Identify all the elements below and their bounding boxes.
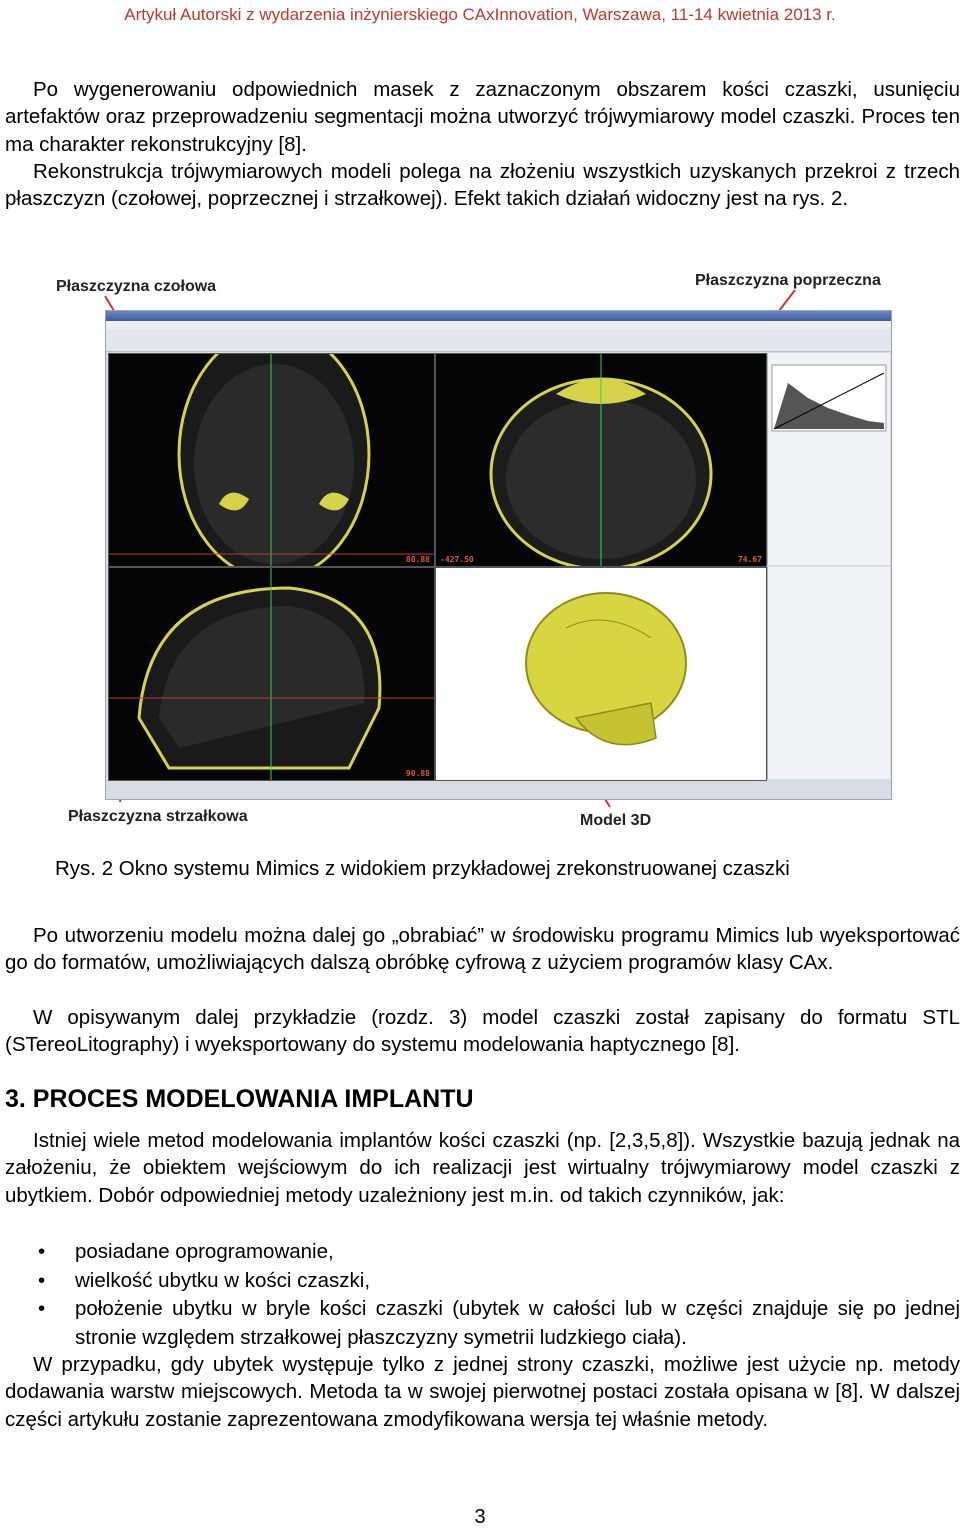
- sagittal-view[interactable]: [108, 567, 435, 781]
- bullet-icon: •: [38, 1297, 46, 1320]
- objects-panel: [767, 567, 890, 779]
- paragraph-export: Po utworzeniu modelu można dalej go „obrabiać” w środowisku programu Mimics lub wyeksportować go do formatów, umożliwiających dalszą obróbkę cyfrową z użyciem programów klasy CAx.: [5, 924, 960, 975]
- paragraph-local-layers: W przypadku, gdy ubytek występuje tylko z jednej strony czaszki, możliwe jest użycie np. metody dodawania warstw miejscowych. Metoda ta w swojej pierwotnej postaci została opisana w [8]. W dalszej części artykułu zostanie zaprezentowana zmodyfikowana wersja tej właśnie metody.: [5, 1353, 960, 1431]
- list-item: • wielkość ubytku w kości czaszki,: [5, 1267, 960, 1296]
- label-frontal-plane: Płaszczyzna czołowa: [56, 278, 217, 295]
- paragraph-stl: W opisywanym dalej przykładzie (rozdz. 3) model czaszki został zapisany do formatu STL (STereoLitography) i wyeksportowany do systemu modelowania haptycznego [8].: [5, 1006, 960, 1057]
- model-3d-view[interactable]: [435, 567, 767, 781]
- frontal-coordinate: 80.88: [405, 555, 430, 564]
- section-heading: 3. PROCES MODELOWANIA IMPLANTU: [5, 1085, 474, 1113]
- sagittal-coordinate: 90.88: [405, 769, 430, 778]
- label-sagittal-plane: Płaszczyzna strzałkowa: [68, 808, 248, 825]
- figure-caption: Rys. 2 Okno systemu Mimics z widokiem przykładowej zrekonstruowanej czaszki: [55, 857, 790, 880]
- figure-mimics-window: [50, 262, 910, 842]
- list-item: • posiadane oprogramowanie,: [5, 1238, 960, 1267]
- factor-list: [5, 1238, 960, 1352]
- transverse-coordinate-right: 74.67: [737, 555, 762, 564]
- label-model-3d: Model 3D: [580, 812, 652, 829]
- mimics-window: [105, 310, 892, 800]
- paragraph-masks: Po wygenerowaniu odpowiednich masek z zaznaczonym obszarem kości czaszki, usunięciu artefaktów oraz przeprowadzeniu segmentacji można utworzyć trójwymiarowy model czaszki. Proces ten ma charakter rekonstrukcyjny [8].: [5, 78, 960, 156]
- toolbar: [106, 329, 891, 352]
- sagittal-skull-slice: [109, 568, 434, 780]
- window-title-bar: [106, 311, 891, 321]
- transverse-skull-slice: [436, 354, 766, 566]
- frontal-view[interactable]: [108, 353, 435, 567]
- paragraph-reconstruction: Rekonstrukcja trójwymiarowych modeli polega na złożeniu wszystkich uzyskanych przekroi z trzech płaszczyzn (czołowej, poprzecznej i strzałkowej). Efekt takich działań widoczny jest na rys. 2.: [5, 160, 960, 211]
- skull-3d-model: [436, 568, 766, 780]
- list-item: • położenie ubytku w bryle kości czaszki (ubytek w całości lub w części znajduje się po jednej stronie względem strzałkowej płaszczyzny symetrii ludzkiego ciała).: [38, 1297, 960, 1349]
- bullet-icon: •: [38, 1268, 46, 1292]
- histogram: [768, 353, 890, 433]
- menu-bar: [106, 321, 891, 329]
- running-header: Artykuł Autorski z wydarzenia inżynierskiego CAxInnovation, Warszawa, 11-14 kwietnia 2013 r.: [124, 5, 836, 24]
- transverse-view[interactable]: [435, 353, 767, 567]
- transverse-coordinate-left: -427.50: [440, 555, 474, 564]
- contrast-panel: [767, 353, 890, 565]
- paragraph-methods: Istniej wiele metod modelowania implantów kości czaszki (np. [2,3,5,8]). Wszystkie bazują jednak na założeniu, że obiektem wejściowym do ich realizacji jest wirtualny trójwymiarowy model czaszki z ubytkiem. Dobór odpowiedniej metody uzależniony jest m.in. od takich czynników, jak:: [5, 1129, 960, 1207]
- label-transverse-plane: Płaszczyzna poprzeczna: [695, 272, 881, 289]
- bullet-icon: •: [38, 1240, 46, 1263]
- page-number: 3: [474, 1506, 486, 1528]
- frontal-skull-slice: [109, 354, 434, 566]
